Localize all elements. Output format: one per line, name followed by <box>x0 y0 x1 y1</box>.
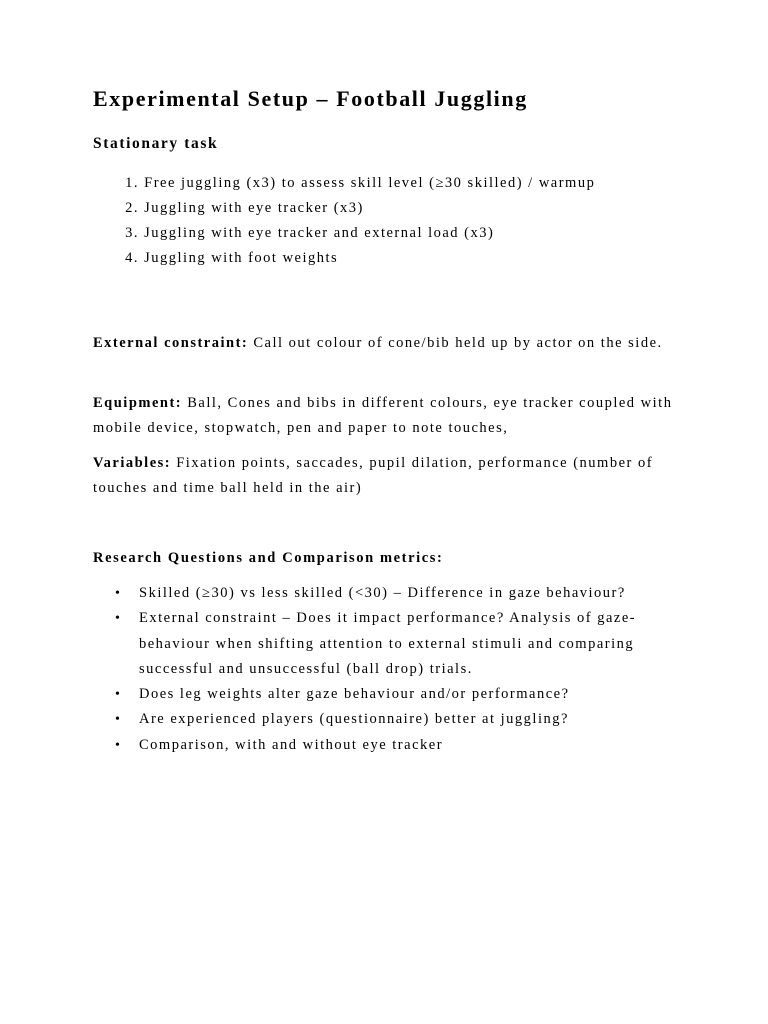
step-text: Juggling with eye tracker (x3) <box>144 200 364 216</box>
step-text: Free juggling (x3) to assess skill level (≥30 skilled) / warmup <box>144 175 596 191</box>
external-constraint-paragraph <box>93 331 683 356</box>
research-question-item <box>93 606 673 682</box>
step-text: Juggling with foot weights <box>144 250 339 266</box>
step-number: 3. <box>125 225 139 241</box>
step-number: 2. <box>125 200 139 216</box>
research-question-text: Are experienced players (questionnaire) better at juggling? <box>139 711 569 728</box>
bullet-icon: • <box>115 737 122 753</box>
bullet-icon: • <box>115 586 122 601</box>
equipment-label: Equipment: <box>93 395 183 411</box>
bullet-icon: • <box>115 687 122 703</box>
research-questions-list <box>93 581 673 758</box>
task-step <box>93 196 595 221</box>
research-question-text: Comparison, with and without eye tracker <box>139 736 444 753</box>
section-heading-stationary-task: Stationary task <box>93 135 219 152</box>
step-number: 1. <box>125 175 139 191</box>
research-question-item <box>93 581 673 606</box>
variables-paragraph <box>93 451 683 501</box>
task-steps-list <box>93 171 595 271</box>
bullet-icon: • <box>115 611 122 627</box>
task-step <box>93 171 595 196</box>
research-question-text: Skilled (≥30) vs less skilled (<30) – Difference in gaze behaviour? <box>139 585 626 601</box>
research-questions-heading: Research Questions and Comparison metrics: <box>93 550 444 566</box>
research-question-item <box>93 707 673 732</box>
external-constraint-label: External constraint: <box>93 335 249 351</box>
research-question-text: Does leg weights alter gaze behaviour and/or performance? <box>139 686 570 703</box>
step-number: 4. <box>125 250 139 266</box>
document-title: Experimental Setup – Football Juggling <box>93 86 528 111</box>
research-question-text: External constraint – Does it impact performance? Analysis of gaze-behaviour when shifting attention to external stimuli and comparing successful and unsuccessful (ball drop) trials. <box>139 610 637 677</box>
equipment-paragraph <box>93 391 683 441</box>
step-text: Juggling with eye tracker and external load (x3) <box>144 225 495 241</box>
bullet-icon: • <box>115 712 122 728</box>
task-step <box>93 246 595 271</box>
external-constraint-text: Call out colour of cone/bib held up by actor on the side. <box>248 335 663 351</box>
variables-text: Fixation points, saccades, pupil dilation, performance (number of touches and time ball held in the air) <box>93 455 654 496</box>
equipment-text: Ball, Cones and bibs in different colours, eye tracker coupled with mobile device, stopwatch, pen and paper to note touches, <box>93 395 673 436</box>
task-step <box>93 221 595 246</box>
variables-label: Variables: <box>93 455 172 471</box>
research-question-item <box>93 682 673 707</box>
research-question-item <box>93 733 673 758</box>
